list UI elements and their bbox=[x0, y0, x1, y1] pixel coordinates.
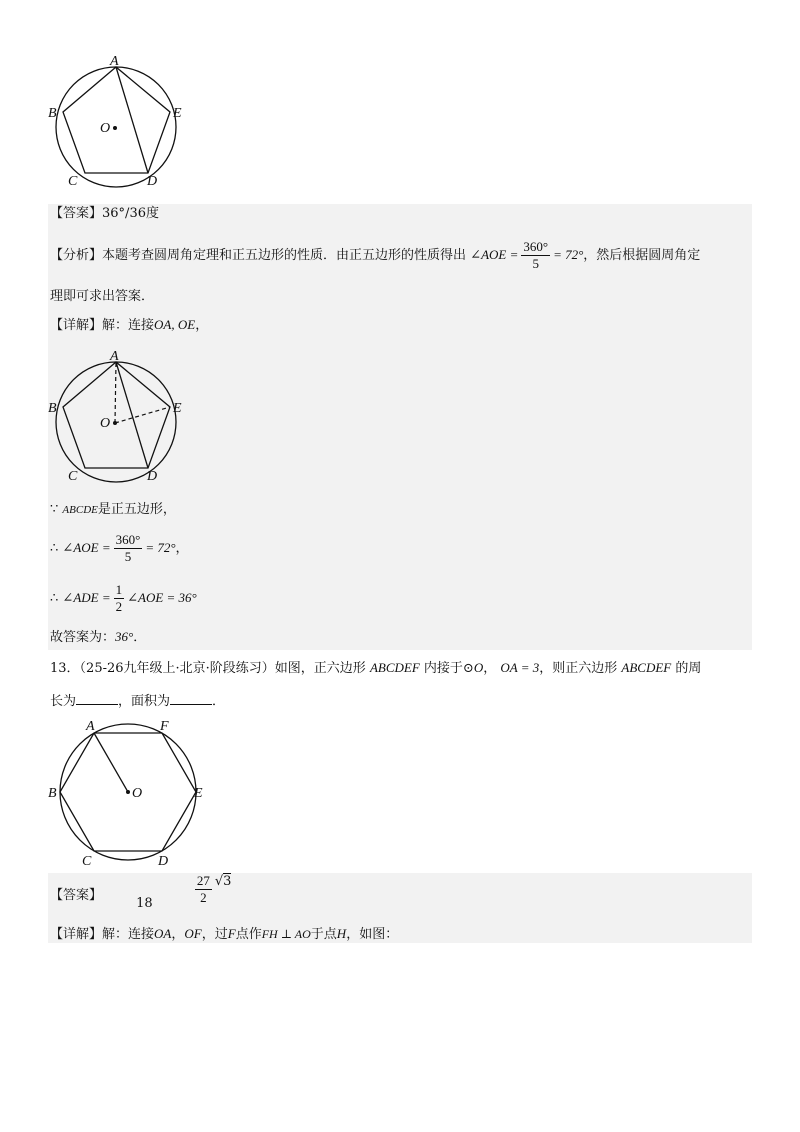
label-a: A bbox=[110, 54, 119, 69]
final-answer-line bbox=[50, 627, 146, 648]
label-b: B bbox=[48, 106, 57, 121]
label-f: F bbox=[160, 719, 169, 734]
step3-angle: ∠ADE = bbox=[62, 590, 111, 605]
label-d: D bbox=[147, 469, 158, 484]
circle-o: ⊙O bbox=[462, 660, 484, 675]
step-line-1 bbox=[50, 500, 176, 520]
figure-hexagon bbox=[48, 720, 218, 870]
answer-sqrt: √3 bbox=[214, 874, 232, 889]
answer-line-2 bbox=[50, 874, 231, 918]
detail-segments: OA, OE bbox=[154, 317, 196, 332]
question-text-d: 的周 bbox=[675, 661, 702, 676]
detail2-text-b: ，过 bbox=[201, 927, 228, 942]
center-point bbox=[126, 790, 130, 794]
question-number: 13． bbox=[50, 661, 80, 676]
detail2-oa: OA bbox=[154, 926, 172, 941]
label-d: D bbox=[147, 174, 158, 189]
figure-pentagon-radii bbox=[48, 350, 198, 485]
detail2-f: F bbox=[227, 926, 236, 941]
detail-text: 解：连接 bbox=[102, 318, 155, 333]
center-point bbox=[113, 126, 117, 130]
detail-tag: 【详解】 bbox=[50, 318, 103, 333]
detail2-of: OF bbox=[184, 926, 202, 941]
analysis-fraction: $\frac{360^\circ}{5}$ bbox=[523, 239, 549, 271]
analysis-eq: = 72° bbox=[553, 247, 584, 262]
label-o: O bbox=[132, 786, 143, 801]
radius-oa bbox=[94, 733, 128, 792]
detail-line-2 bbox=[50, 924, 398, 945]
because-symbol: ∵ bbox=[50, 502, 59, 517]
answer-perimeter: 18 bbox=[136, 896, 153, 911]
oa-value: OA = 3 bbox=[500, 660, 540, 675]
chord-ad bbox=[116, 67, 148, 173]
final-text: 故答案为： bbox=[50, 630, 116, 645]
center-point bbox=[113, 421, 117, 425]
detail2-text-d: 于点 bbox=[310, 927, 337, 942]
label-o: O bbox=[100, 121, 111, 136]
answer-tag: 【答案】 bbox=[50, 206, 103, 221]
step3-rest: ∠AOE = 36° bbox=[127, 590, 197, 605]
question-source: （25-26九年级上·北京·阶段练习）如图，正六边形 bbox=[79, 661, 366, 676]
detail2-perp: FH ⊥ AO bbox=[261, 927, 311, 941]
step3-fraction: $\frac{1}{2}$ bbox=[115, 582, 123, 614]
step2-fraction: $\frac{360^\circ}{5}$ bbox=[115, 532, 141, 564]
label-e: E bbox=[194, 786, 203, 801]
detail-line-1 bbox=[50, 315, 208, 336]
detail2-h: H bbox=[336, 926, 347, 941]
detail-comma: ， bbox=[195, 318, 209, 333]
label-a: A bbox=[110, 349, 119, 364]
question-line2c: ． bbox=[212, 694, 226, 709]
question-13-line-2 bbox=[50, 690, 225, 712]
step2-end: ， bbox=[175, 541, 189, 556]
step2-angle: ∠AOE = bbox=[62, 540, 111, 555]
answer-area-fraction: $\frac{27}{2}$ bbox=[196, 873, 210, 905]
label-c: C bbox=[82, 854, 92, 869]
step2-eq: = 72° bbox=[145, 540, 176, 555]
detail2-text-a: 解：连接 bbox=[102, 927, 155, 942]
question-line2b: ，面积为 bbox=[118, 694, 171, 709]
therefore-symbol: ∴ bbox=[50, 591, 59, 606]
label-e: E bbox=[173, 106, 182, 121]
answer-tag: 【答案】 bbox=[50, 888, 103, 903]
label-c: C bbox=[68, 469, 78, 484]
pentagon-outline bbox=[63, 362, 170, 468]
label-a: A bbox=[86, 719, 95, 734]
question-text-c: ，则正六边形 bbox=[539, 661, 618, 676]
detail2-sep: ， bbox=[171, 927, 185, 942]
detail2-tag: 【详解】 bbox=[50, 927, 103, 942]
answer-value: 36°/36度 bbox=[102, 206, 159, 221]
therefore-symbol: ∴ bbox=[50, 541, 59, 556]
label-o: O bbox=[100, 416, 111, 431]
pentagon-outline bbox=[63, 67, 170, 173]
answer-line-1 bbox=[50, 204, 159, 224]
detail2-text-e: ，如图： bbox=[346, 927, 399, 942]
label-c: C bbox=[68, 174, 78, 189]
question-line2a: 长为 bbox=[50, 694, 77, 709]
label-e: E bbox=[173, 401, 182, 416]
label-b: B bbox=[48, 786, 57, 801]
step-line-2 bbox=[50, 528, 189, 569]
final-end: ． bbox=[133, 630, 147, 645]
label-b: B bbox=[48, 401, 57, 416]
step1-text: 是正五边形， bbox=[97, 502, 176, 517]
area-blank[interactable] bbox=[170, 690, 212, 705]
analysis-line-2: 理即可求出答案． bbox=[50, 289, 155, 304]
hexagon-name: ABCDEF bbox=[369, 660, 420, 675]
analysis-text-a: 本题考查圆周角定理和正五边形的性质．由正五边形的性质得出 bbox=[102, 248, 467, 263]
polygon-name: ABCDE bbox=[62, 504, 98, 516]
question-text-b: 内接于 bbox=[423, 661, 463, 676]
analysis-tag: 【分析】 bbox=[50, 248, 103, 263]
analysis-text-b: ，然后根据圆周角定 bbox=[583, 248, 701, 263]
question-13-line-1 bbox=[50, 658, 701, 679]
answer-root: 3 bbox=[223, 874, 232, 889]
analysis-angle: ∠AOE = bbox=[470, 247, 519, 262]
final-value: 36° bbox=[115, 629, 134, 644]
analysis-line-1 bbox=[50, 236, 700, 275]
figure-pentagon bbox=[48, 55, 198, 190]
label-d: D bbox=[158, 854, 169, 869]
detail2-text-c: 点作 bbox=[235, 927, 262, 942]
perimeter-blank[interactable] bbox=[76, 690, 118, 705]
hexagon-name-2: ABCDEF bbox=[621, 660, 672, 675]
question-sep: ， bbox=[483, 661, 497, 676]
radius-oa bbox=[115, 362, 116, 423]
step-line-3 bbox=[50, 578, 197, 619]
radius-oe bbox=[115, 407, 170, 423]
